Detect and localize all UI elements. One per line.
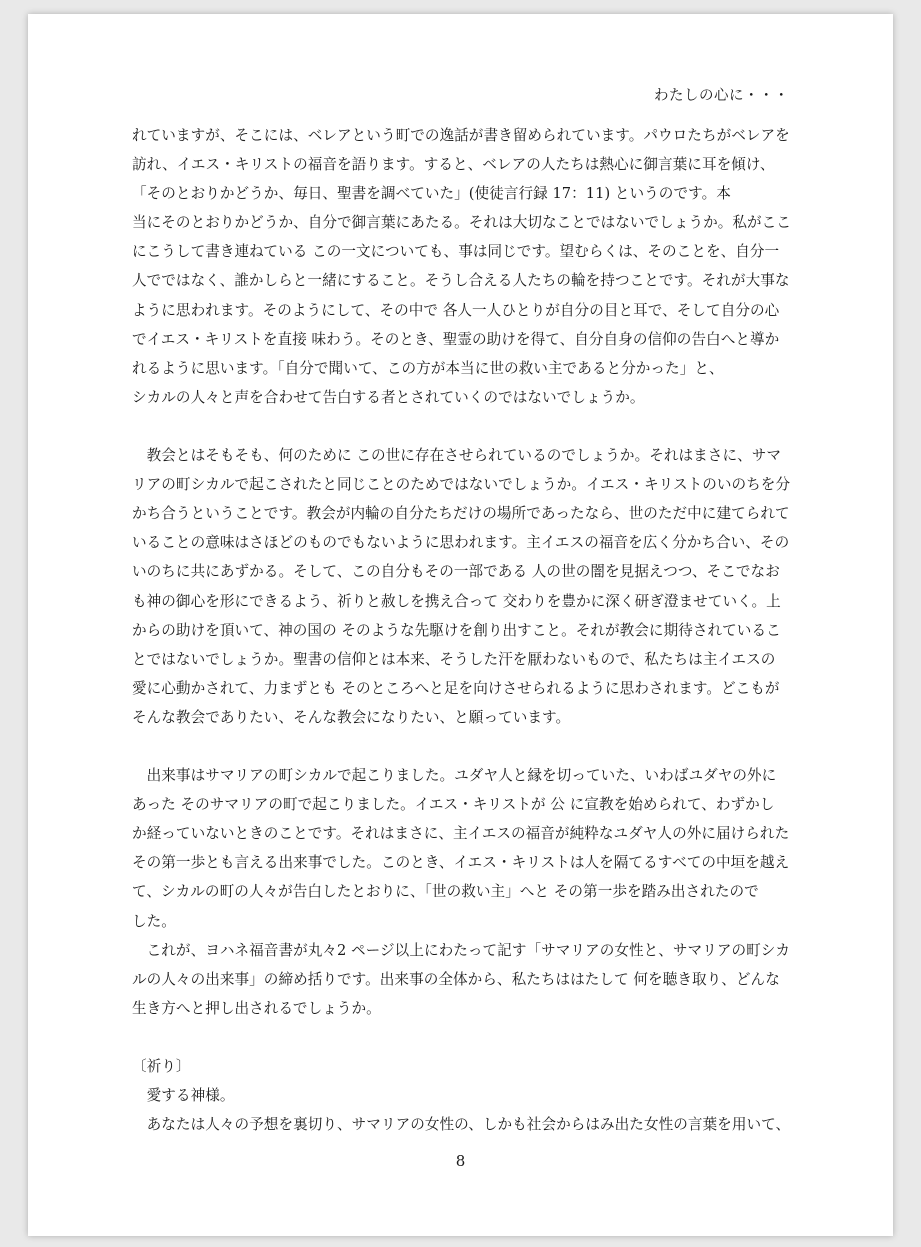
text-line: シカルの人々と声を合わせて告白する者とされていくのではないでしょうか。: [132, 388, 645, 406]
text-line: あった そのサマリアの町で起こりました。イエス・キリストが 公 に宣教を始められて、わずかし: [132, 796, 775, 814]
text-line: 訪れ、イエス・キリストの福音を語ります。すると、ベレアの人たちは熱心に御言葉に耳を傾け、: [132, 156, 775, 174]
text-line: て、シカルの町の人々が告白したとおりに、「世の救い主」へと その第一歩を踏み出されたので: [132, 883, 759, 901]
paragraph-gap: [132, 412, 792, 441]
text-line: 「そのとおりかどうか、毎日、聖書を調べていた」(使徒言行録 17：11) というのです。本: [132, 185, 731, 203]
text-line: あなたは人々の予想を裏切り、サマリアの女性の、しかも社会からはみ出た女性の言葉を用いて、: [132, 1116, 791, 1134]
text-line: かち合うということです。教会が内輪の自分たちだけの場所であったなら、世のただ中に建てられて: [132, 505, 790, 523]
text-line: 出来事はサマリアの町シカルで起こりました。ユダヤ人と縁を切っていた、いわばユダヤの外に: [132, 767, 777, 785]
text-line: も神の御心を形にできるよう、祈りと赦しを携え合って 交わりを豊かに深く研ぎ澄ませていく。上: [132, 592, 781, 610]
text-line: いのちに共にあずかる。そして、この自分もその一部である 人の世の闇を見据えつつ、そこでなお: [132, 563, 780, 581]
text-line: いることの意味はさほどのものでもないように思われます。主イエスの福音を広く分かち合い、その: [132, 534, 790, 552]
text-line: これが、ヨハネ福音書が丸々2 ページ以上にわたって記す「サマリアの女性と、サマリアの町シカ: [132, 941, 791, 959]
text-line: ように思われます。そのようにして、その中で 各人一人ひとりが自分の目と耳で、そして自分の心: [132, 301, 780, 319]
text-line: か経っていないときのことです。それはまさに、主イエスの福音が純粋なユダヤ人の外に届けられた: [132, 825, 790, 843]
text-line: した。: [132, 912, 176, 930]
text-line: 生き方へと押し出されるでしょうか。: [132, 999, 381, 1017]
page-number: 8: [455, 1152, 466, 1170]
text-line: れるように思います。「自分で聞いて、この方が本当に世の救い主であると分かった」と、: [132, 359, 724, 377]
text-line: 愛する神様。: [132, 1087, 235, 1105]
body-text: [132, 121, 792, 1139]
text-line: そんな教会でありたい、そんな教会になりたい、と願っています。: [132, 708, 571, 726]
text-line: でイエス・キリストを直接 味わう。そのとき、聖霊の助けを得て、自分自身の信仰の告白へと導か: [132, 330, 780, 348]
paragraph-gap: [132, 1023, 792, 1052]
text-line: にこうして書き連ねている この一文についても、事は同じです。望むらくは、そのことを、自分一: [132, 243, 780, 261]
text-line: 教会とはそもそも、何のために この世に存在させられているのでしょうか。それはまさに、サマ: [132, 447, 782, 465]
paragraph-gap: [132, 732, 792, 761]
prayer-heading: 〔祈り〕: [132, 1058, 191, 1075]
text-line: からの助けを頂いて、神の国の そのような先駆けを創り出すこと。それが教会に期待されているこ: [132, 621, 781, 639]
text-line: 当にそのとおりかどうか、自分で御言葉にあたる。それは大切なことではないでしょうか。私がここ: [132, 214, 791, 232]
running-header: わたしの心に・・・: [654, 88, 789, 104]
text-line: 愛に心動かされて、力まずとも そのところへと足を向けさせられるように思わされます。どこもが: [132, 679, 780, 697]
text-line: れていますが、そこには、ベレアという町での逸話が書き留められています。パウロたちがベレアを: [132, 127, 790, 144]
text-line: ルの人々の出来事」の締め括りです。出来事の全体から、私たちははたして 何を聴き取り、どんな: [132, 970, 780, 988]
text-line: とではないでしょうか。聖書の信仰とは本来、そうした汗を厭わないもので、私たちは主イエスの: [132, 650, 776, 668]
text-line: 人でではなく、誰かしらと一緒にすること。そうし合える人たちの輪を持つことです。それが大事な: [132, 272, 790, 290]
document-page: [28, 14, 893, 1236]
text-line: その第一歩とも言える出来事でした。このとき、イエス・キリストは人を隔てるすべての中垣を越え: [132, 854, 790, 872]
text-line: リアの町シカルで起こされたと同じことのためではないでしょうか。イエス・キリストのいのちを分: [132, 476, 791, 494]
